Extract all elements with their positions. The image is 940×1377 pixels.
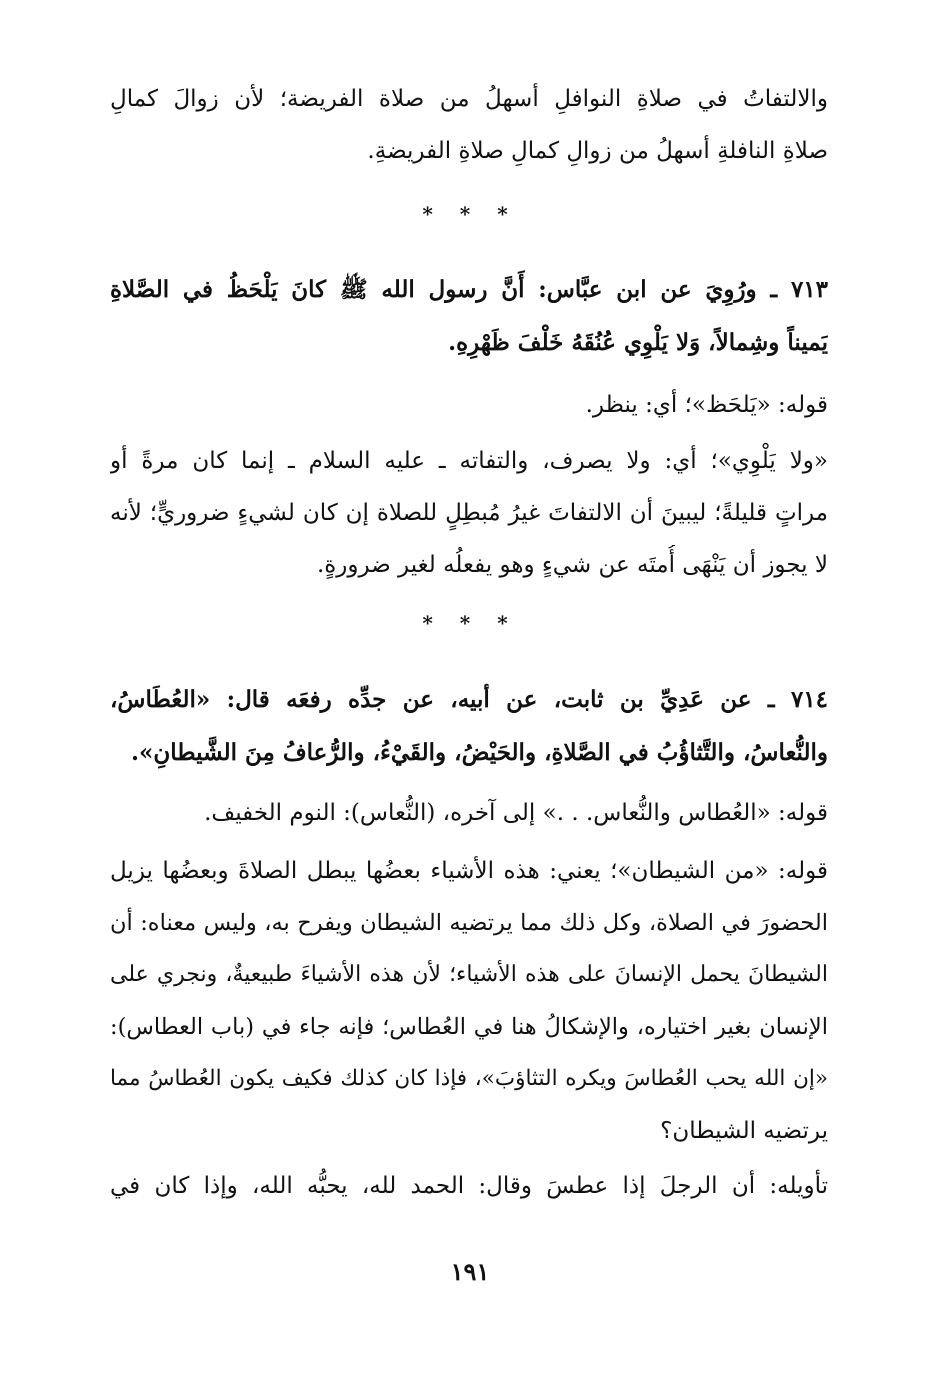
commentary-line: لا يجوز أن يَنْهَى أُمتَه عن شيءٍ وهو يفعلُه لغير ضرورةٍ.	[316, 552, 828, 578]
section-separator: * * *	[422, 202, 518, 226]
commentary-line: الحضورَ في الصلاة، وكل ذلك مما يرتضيه الشيطان ويفرح به، وليس معناه: أن	[110, 910, 828, 936]
commentary-713-intro: قوله: «يَلحَظ»؛ أي: ينظر.	[585, 392, 828, 418]
hadith-713-line: يَميناً وشِمالاً، وَلا يَلْوِي عُنُقَهُ خَلْفَ ظَهْرِهِ.	[448, 329, 828, 356]
commentary-line	[110, 385, 828, 425]
commentary-line: مراتٍ قليلةً؛ ليبينَ أن الالتفاتَ غيرُ مُبطِلٍ للصلاة إن كان لشيءٍ ضروريٍّ؛ لأنه	[110, 500, 828, 526]
commentary-line: يرتضيه الشيطان؟	[660, 1118, 828, 1144]
hadith-714-line: ٧١٤ ـ عن عَدِيِّ بن ثابت، عن أبيه، عن جدِّه رفعَه قال: «العُطَاسُ،	[110, 686, 828, 713]
commentary-line: قوله: «العُطاس والنُّعاس. . .» إلى آخره، (النُّعاس): النوم الخفيف.	[204, 800, 828, 826]
hadith-713-line: ٧١٣ ـ ورُوِيَ عن ابن عبَّاس: أَنَّ رسول الله ﷺ كانَ يَلْحَظُ في الصَّلاةِ	[110, 276, 828, 303]
commentary-line: تأويله: أن الرجلَ إذا عطسَ وقال: الحمد لله، يحبُّه الله، وإذا كان في	[110, 1173, 828, 1199]
commentary-line: «ولا يَلْوِي»؛ أي: ولا يصرف، والتفاته ـ عليه السلام ـ إنما كان مرةً أو	[110, 448, 828, 474]
hadith-714-line: والنُّعاسُ، والتَّثاؤُبُ في الصَّلاةِ، والحَيْضُ، والقَيْءُ، والرُّعافُ مِنَ الشَّيطانِ».	[130, 739, 828, 766]
page-number: ١٩١	[450, 1257, 490, 1286]
commentary-line: الإنسان بغير اختياره، والإشكالُ هنا في العُطاس؛ فإنه جاء في (باب العطاس):	[110, 1014, 828, 1040]
section-separator: * * *	[422, 611, 518, 635]
commentary-line: قوله: «من الشيطان»؛ يعني: هذه الأشياء بعضُها يبطل الصلاةَ وبعضُها يزيل	[110, 858, 828, 884]
text-line: صلاةِ النافلةِ أسهلُ من زوالِ كمالِ صلاةِ الفريضةِ.	[367, 138, 828, 164]
commentary-line: الشيطانَ يحمل الإنسانَ على هذه الأشياء؛ لأن هذه الأشياءَ طبيعيةٌ، ونجري على	[110, 962, 828, 987]
text-line: والالتفاتُ في صلاةِ النوافلِ أسهلُ من صلاة الفريضة؛ لأن زوالَ كمالِ	[110, 86, 828, 112]
commentary-line: «إن الله يحب العُطاسَ ويكره التثاؤبَ»، فإذا كان كذلك فكيف يكون العُطاسُ مما	[110, 1066, 828, 1091]
